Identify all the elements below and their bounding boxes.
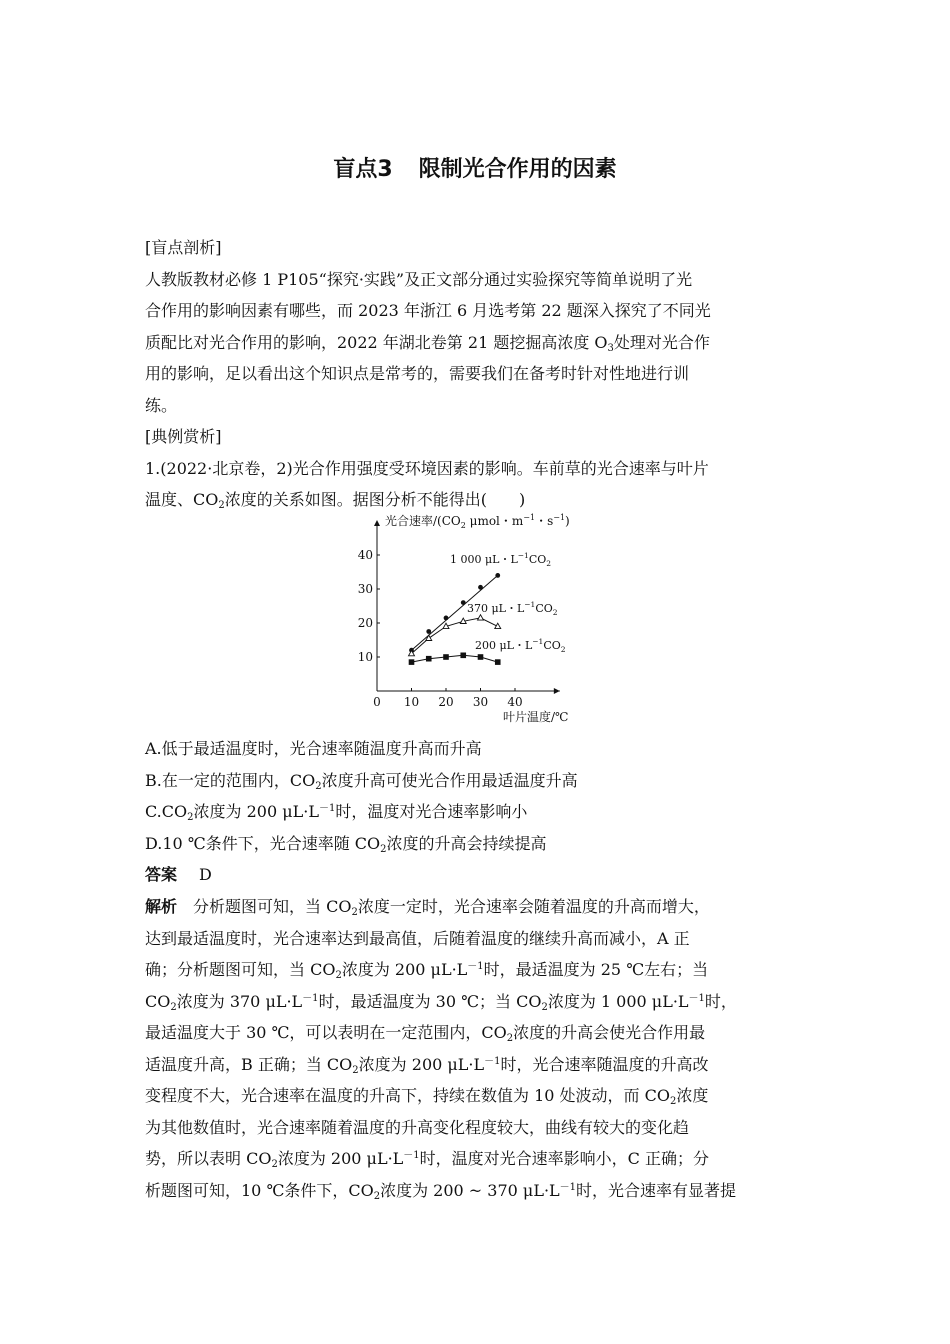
co2-subscript: 2 xyxy=(351,907,358,918)
analysis-line: 用的影响，足以看出这个知识点是常考的，需要我们在备考时针对性地进行训 xyxy=(145,364,690,383)
data-point xyxy=(444,616,449,621)
analysis-line: 合作用的影响因素有哪些，而 2023 年浙江 6 月选考第 22 题深入探究了不同光 xyxy=(145,301,711,320)
superscript: －1 xyxy=(403,1150,420,1161)
explanation-line xyxy=(145,1143,810,1175)
co2-subscript: 2 xyxy=(187,812,194,823)
option-a: A.低于最适温度时，光合速率随温度升高而升高 xyxy=(145,739,482,758)
explanation-text: 浓度的升高会使光合作用最 xyxy=(513,1023,706,1042)
x-tick-label: 10 xyxy=(403,695,420,709)
example-heading: [典例赏析] xyxy=(145,427,222,446)
analysis-text: 质配比对光合作用的影响，2022 年湖北卷第 21 题挖掘高浓度 O xyxy=(145,332,608,352)
co2-subscript: 2 xyxy=(271,1159,278,1170)
co2-subscript: 2 xyxy=(669,1096,677,1107)
explanation-text: 析题图可知，10 ℃条件下，CO xyxy=(145,1180,374,1200)
explanation-text: 时，最适温度为 30 ℃；当 CO xyxy=(318,991,542,1011)
x-tick-label: 0 xyxy=(373,695,381,709)
explanation-text: 时，光合速率随温度的升高改 xyxy=(500,1054,709,1074)
data-point xyxy=(426,656,432,662)
page-title xyxy=(0,152,950,183)
series-line-3 xyxy=(412,655,498,662)
explanation-line: 为其他数值时，光合速率随着温度的升高变化程度较大，曲线有较大的变化趋 xyxy=(145,1117,690,1137)
analysis-line: 人教版教材必修 1 P105“探究·实践”及正文部分通过实验探究等简单说明了光 xyxy=(145,269,693,289)
data-point xyxy=(478,615,484,620)
option-text: 时，温度对光合速率影响小 xyxy=(335,802,528,821)
title-topic: 限制光合作用的因素 xyxy=(418,157,617,182)
photosynthesis-chart xyxy=(355,508,595,730)
y-tick-label: 40 xyxy=(357,548,373,562)
answer-line xyxy=(145,859,810,891)
option-text: 浓度升高可使光合作用最适温度升高 xyxy=(321,770,578,790)
explanation-text: 浓度为 200 μL·L xyxy=(277,1149,404,1168)
co2-subscript: 2 xyxy=(506,1033,514,1044)
superscript: －1 xyxy=(688,992,705,1004)
series-label: 1 000 μL・$L^{-1}CO_2$ xyxy=(450,551,552,568)
explanation-line: 达到最适温度时，光合速率达到最高值，后随着温度的继续升高而减小，A 正 xyxy=(145,928,690,948)
title-blind-point: 盲点3 xyxy=(333,157,393,182)
explanation-text: 浓度为 200 μL·L xyxy=(341,960,468,979)
y-tick-label: 20 xyxy=(357,616,373,630)
data-point xyxy=(495,659,501,665)
question-line: 1.(2022·北京卷，2)光合作用强度受环境因素的影响。车前草的光合速率与叶片 xyxy=(145,458,709,478)
x-axis-arrow xyxy=(554,688,560,694)
explanation-text: 变程度不大，光合速率在温度的升高下，持续在数值为 10 处波动，而 CO xyxy=(145,1086,670,1105)
explanation-text: CO xyxy=(145,991,171,1011)
y-tick-label: 10 xyxy=(357,650,373,664)
explanation-text: 浓度为 200 μL·L xyxy=(358,1054,485,1074)
explanation-text: 时，光合速率有显著提 xyxy=(576,1180,737,1200)
data-point xyxy=(478,654,484,660)
x-axis-label: 叶片温度/℃ xyxy=(503,710,569,724)
co2-subscript: 2 xyxy=(541,1001,548,1013)
option-text: 浓度为 200 μL·L xyxy=(193,802,319,821)
options-section xyxy=(145,733,810,891)
explanation-line xyxy=(145,986,810,1018)
data-point xyxy=(443,654,449,660)
explanation-text: 时，最适温度为 25 ℃左右；当 xyxy=(483,960,709,979)
explanation-text: 浓度一定时，光合速率会随着温度的升高而增大， xyxy=(357,897,710,916)
option-text: C.CO xyxy=(145,802,188,821)
explanation-line xyxy=(145,1080,810,1112)
co2-subscript: 2 xyxy=(373,1190,381,1202)
superscript: －1 xyxy=(484,1055,501,1067)
y-axis-label: 光合速率$/(CO_2$ μmol・$m^{-1}$・$s^{-1}$) xyxy=(385,513,570,530)
explanation-text: 浓度为 370 μL·L xyxy=(176,991,303,1011)
co2-subscript: 2 xyxy=(218,500,225,511)
question-text: 温度、CO xyxy=(145,490,219,509)
analysis-text: 处理对光合作 xyxy=(613,332,710,352)
explanation-text: 适温度升高，B 正确；当 CO xyxy=(145,1054,353,1074)
co2-subscript: 2 xyxy=(170,1001,177,1013)
explanation-text: 时， xyxy=(704,991,737,1011)
analysis-line xyxy=(145,327,810,359)
explanation-text: 分析题图可知，当 CO xyxy=(177,897,352,916)
data-point xyxy=(409,659,415,665)
analysis-heading: [盲点剖析] xyxy=(145,238,222,257)
o3-subscript: 3 xyxy=(607,342,614,354)
co2-subscript: 2 xyxy=(335,970,342,981)
option-b xyxy=(145,765,810,797)
x-tick-label: 20 xyxy=(438,695,454,709)
data-point xyxy=(426,635,432,640)
answer-value: D xyxy=(199,865,212,884)
explanation-text: 浓度为 1 000 μL·L xyxy=(547,991,689,1011)
x-tick-label: 40 xyxy=(507,695,523,709)
explanation-line xyxy=(145,1175,810,1207)
analysis-line: 练。 xyxy=(145,395,178,415)
question-text: 浓度的关系如图。据图分析不能得出( ) xyxy=(224,490,526,509)
explanation-text: 时，温度对光合速率影响小，C 正确；分 xyxy=(419,1149,709,1168)
option-text: B.在一定的范围内，CO xyxy=(145,770,316,790)
y-axis-arrow xyxy=(374,520,380,526)
explanation-text: 确；分析题图可知，当 CO xyxy=(145,960,336,979)
data-point xyxy=(426,629,431,634)
series-label: 370 μL・$L^{-1}CO_2$ xyxy=(467,600,558,617)
data-point xyxy=(460,653,466,659)
explanation-text: 浓度为 200 ~ 370 μL·L xyxy=(380,1180,560,1200)
y-tick-label: 30 xyxy=(357,582,373,596)
superscript: －1 xyxy=(559,1181,577,1193)
series-label: 200 μL・$L^{-1}CO_2$ xyxy=(475,637,566,654)
explanation-line xyxy=(145,1049,810,1081)
superscript: －1 xyxy=(302,992,319,1004)
explanation-text: 势，所以表明 CO xyxy=(145,1149,272,1168)
option-d xyxy=(145,828,810,860)
co2-subscript: 2 xyxy=(315,780,322,792)
option-text: D.10 ℃条件下，光合速率随 CO xyxy=(145,833,381,853)
explanation-text: 浓度 xyxy=(676,1086,709,1105)
analysis-section xyxy=(145,232,810,516)
explanation-line xyxy=(145,891,810,923)
option-text: 浓度的升高会持续提高 xyxy=(386,833,547,853)
option-c xyxy=(145,796,810,828)
co2-subscript: 2 xyxy=(352,1064,359,1076)
chart-svg xyxy=(355,508,595,730)
explanation-line xyxy=(145,1017,810,1049)
x-tick-label: 30 xyxy=(472,695,489,709)
data-point xyxy=(461,600,466,605)
data-point xyxy=(495,573,500,578)
data-point xyxy=(478,585,483,590)
superscript: －1 xyxy=(318,803,336,814)
explanation-section xyxy=(145,891,810,1206)
answer-label: 答案 xyxy=(145,865,178,884)
co2-subscript: 2 xyxy=(380,843,387,855)
superscript: －1 xyxy=(467,961,484,972)
explanation-line xyxy=(145,954,810,986)
explanation-label: 解析 xyxy=(145,897,178,916)
explanation-text: 最适温度大于 30 ℃，可以表明在一定范围内，CO xyxy=(145,1023,507,1042)
